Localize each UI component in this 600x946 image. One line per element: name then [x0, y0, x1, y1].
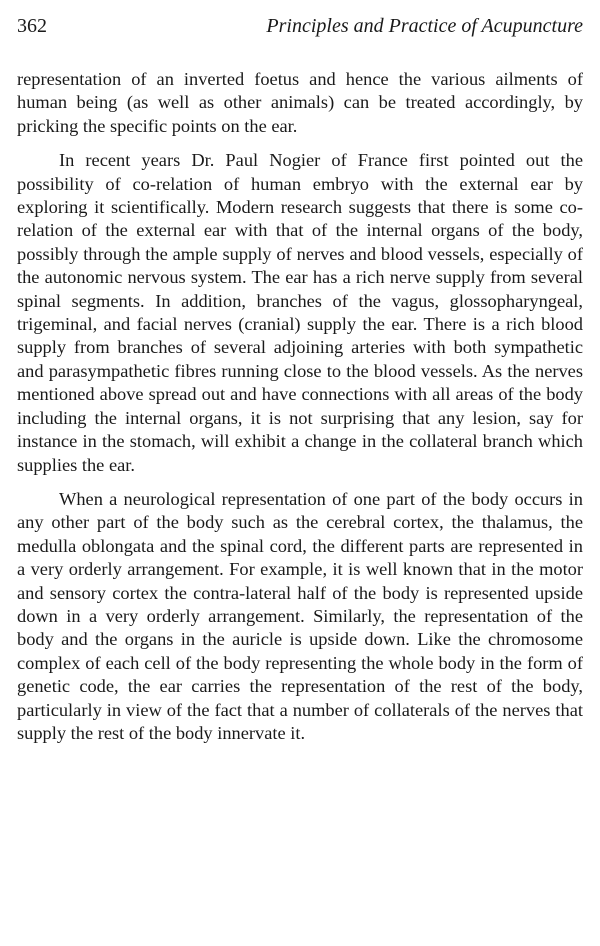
paragraph-continuation: representation of an inverted foetus and hence the various ailments of human being (as well as other animals) can be treated accordingly, by pricking the specific points on the ear.	[17, 69, 583, 136]
book-page	[17, 10, 583, 936]
running-title: Principles and Practice of Acupuncture	[266, 15, 583, 37]
paragraph-nogier: In recent years Dr. Paul Nogier of France first pointed out the possibility of co-relation of human embryo with the external ear by exploring it scientifically. Modern research suggests that there is some co-relation of the external ear with that of the internal organs of the body, possibly through the ample supply of nerves and blood vessels, especially of the autonomic nervous system. The ear has a rich nerve supply from several spinal segments. In addition, branches of the vagus, glossopharyngeal, trigeminal, and facial nerves (cranial) supply the ear. There is a rich blood supply from branches of several adjoining arteries with both sympathetic and parasympathetic fibres running close to the blood vessels. As the nerves mentioned above spread out and have connections with all areas of the body including the internal organs, it is not surprising that any lesion, say for instance in the stomach, will exhibit a change in the collateral branch which supplies the ear.	[17, 150, 583, 475]
paragraph-neurological-representation: When a neurological representation of one part of the body occurs in any other part of the body such as the cerebral cortex, the thalamus, the medulla oblongata and the spinal cord, the different parts are represented in a very orderly arrangement. For example, it is well known that in the motor and sensory cortex the contra-lateral half of the body is represented upside down in a very orderly arrangement. Similarly, the representation of the body and the organs in the auricle is upside down. Like the chromosome complex of each cell of the body representing the whole body in the form of genetic code, the ear carries the representation of the rest of the body, particularly in view of the fact that a number of collaterals of the nerves that supply the rest of the body innervate it.	[17, 488, 583, 743]
body-text	[17, 68, 583, 745]
page-header	[17, 10, 583, 42]
page-number: 362	[17, 15, 47, 37]
